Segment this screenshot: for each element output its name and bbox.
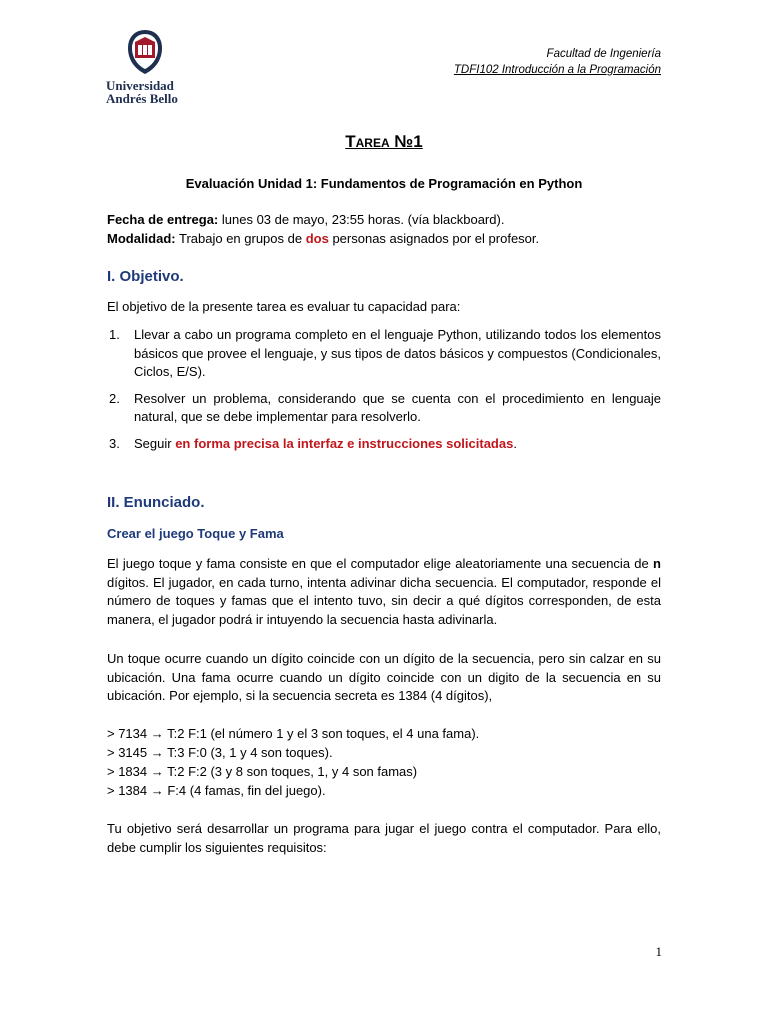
page-number: 1 xyxy=(655,944,662,959)
example-line: > 1384 → F:4 (4 famas, fin del juego). xyxy=(107,783,326,798)
paragraph-requirements-intro: Tu objetivo será desarrollar un programa para jugar el juego contra el computador. Para ello, debe cumplir los siguientes requisitos: xyxy=(107,821,661,855)
due-date-line: Fecha de entrega: lunes 03 de mayo, 23:55 horas. (vía blackboard). xyxy=(107,212,505,227)
list-item: 2. Resolver un problema, considerando que se cuenta con el procedimiento en lenguaje natural, que se debe implementar para resolverlo. xyxy=(109,390,661,424)
objective-intro: El objetivo de la presente tarea es evaluar tu capacidad para: xyxy=(107,299,461,314)
faculty-name: Facultad de Ingeniería xyxy=(546,48,661,60)
page-subtitle: Evaluación Unidad 1: Fundamentos de Programación en Python xyxy=(185,176,583,191)
page-title: Tarea №1 xyxy=(345,132,423,151)
section-heading-enunciado: II. Enunciado. xyxy=(107,494,205,511)
paragraph-game-description: El juego toque y fama consiste en que el computador elige aleatoriamente una secuencia de n dígitos. El jugador, en cada turno, intenta adivinar dicha secuencia. El computador, responde el número de toques y famas que el intento tuvo, sin decir a qué dígitos corresponden, de esta manera, el jugador podrá ir intuyendo la secuencia hasta adivinarla. xyxy=(107,556,661,627)
assignment-meta xyxy=(107,211,661,248)
example-line: > 1834 → T:2 F:2 (3 y 8 son toques, 1, y 4 son famas) xyxy=(107,764,418,779)
modality-line: Modalidad: Trabajo en grupos de dos personas asignados por el profesor. xyxy=(107,230,540,246)
section-subheading: Crear el juego Toque y Fama xyxy=(107,526,284,541)
course-name: TDFI102 Introducción a la Programación xyxy=(453,64,661,76)
example-line: > 3145 → T:3 F:0 (3, 1 y 4 son toques). xyxy=(107,745,333,760)
example-line: > 7134 → T:2 F:1 (el número 1 y el 3 son toques, el 4 una fama). xyxy=(107,726,480,741)
objective-list xyxy=(107,326,661,461)
example-list xyxy=(107,724,479,800)
university-seal-icon xyxy=(125,28,165,76)
list-item: 1. Llevar a cabo un programa completo en el lenguaje Python, utilizando todos los elementos básicos que provee el lenguaje, y sus tipos de datos básicos y compuestos (Condicionales, Ciclos, E/S). xyxy=(109,327,661,379)
university-logo xyxy=(106,28,184,105)
paragraph-toque-fama-rules: Un toque ocurre cuando un dígito coincide con un dígito de la secuencia, pero sin calzar en su ubicación. Una fama ocurre cuando un dígito coincide con un digito de la secuencia en su ubicación. Por ejemplo, si la secuencia secreta es 1384 (4 dígitos), xyxy=(107,651,661,703)
university-name: Universidad Andrés Bello xyxy=(106,78,178,106)
section-heading-objetivo: I. Objetivo. xyxy=(107,268,184,285)
faculty-header xyxy=(454,46,661,78)
list-item: 3. Seguir en forma precisa la interfaz e instrucciones solicitadas. xyxy=(109,435,517,451)
